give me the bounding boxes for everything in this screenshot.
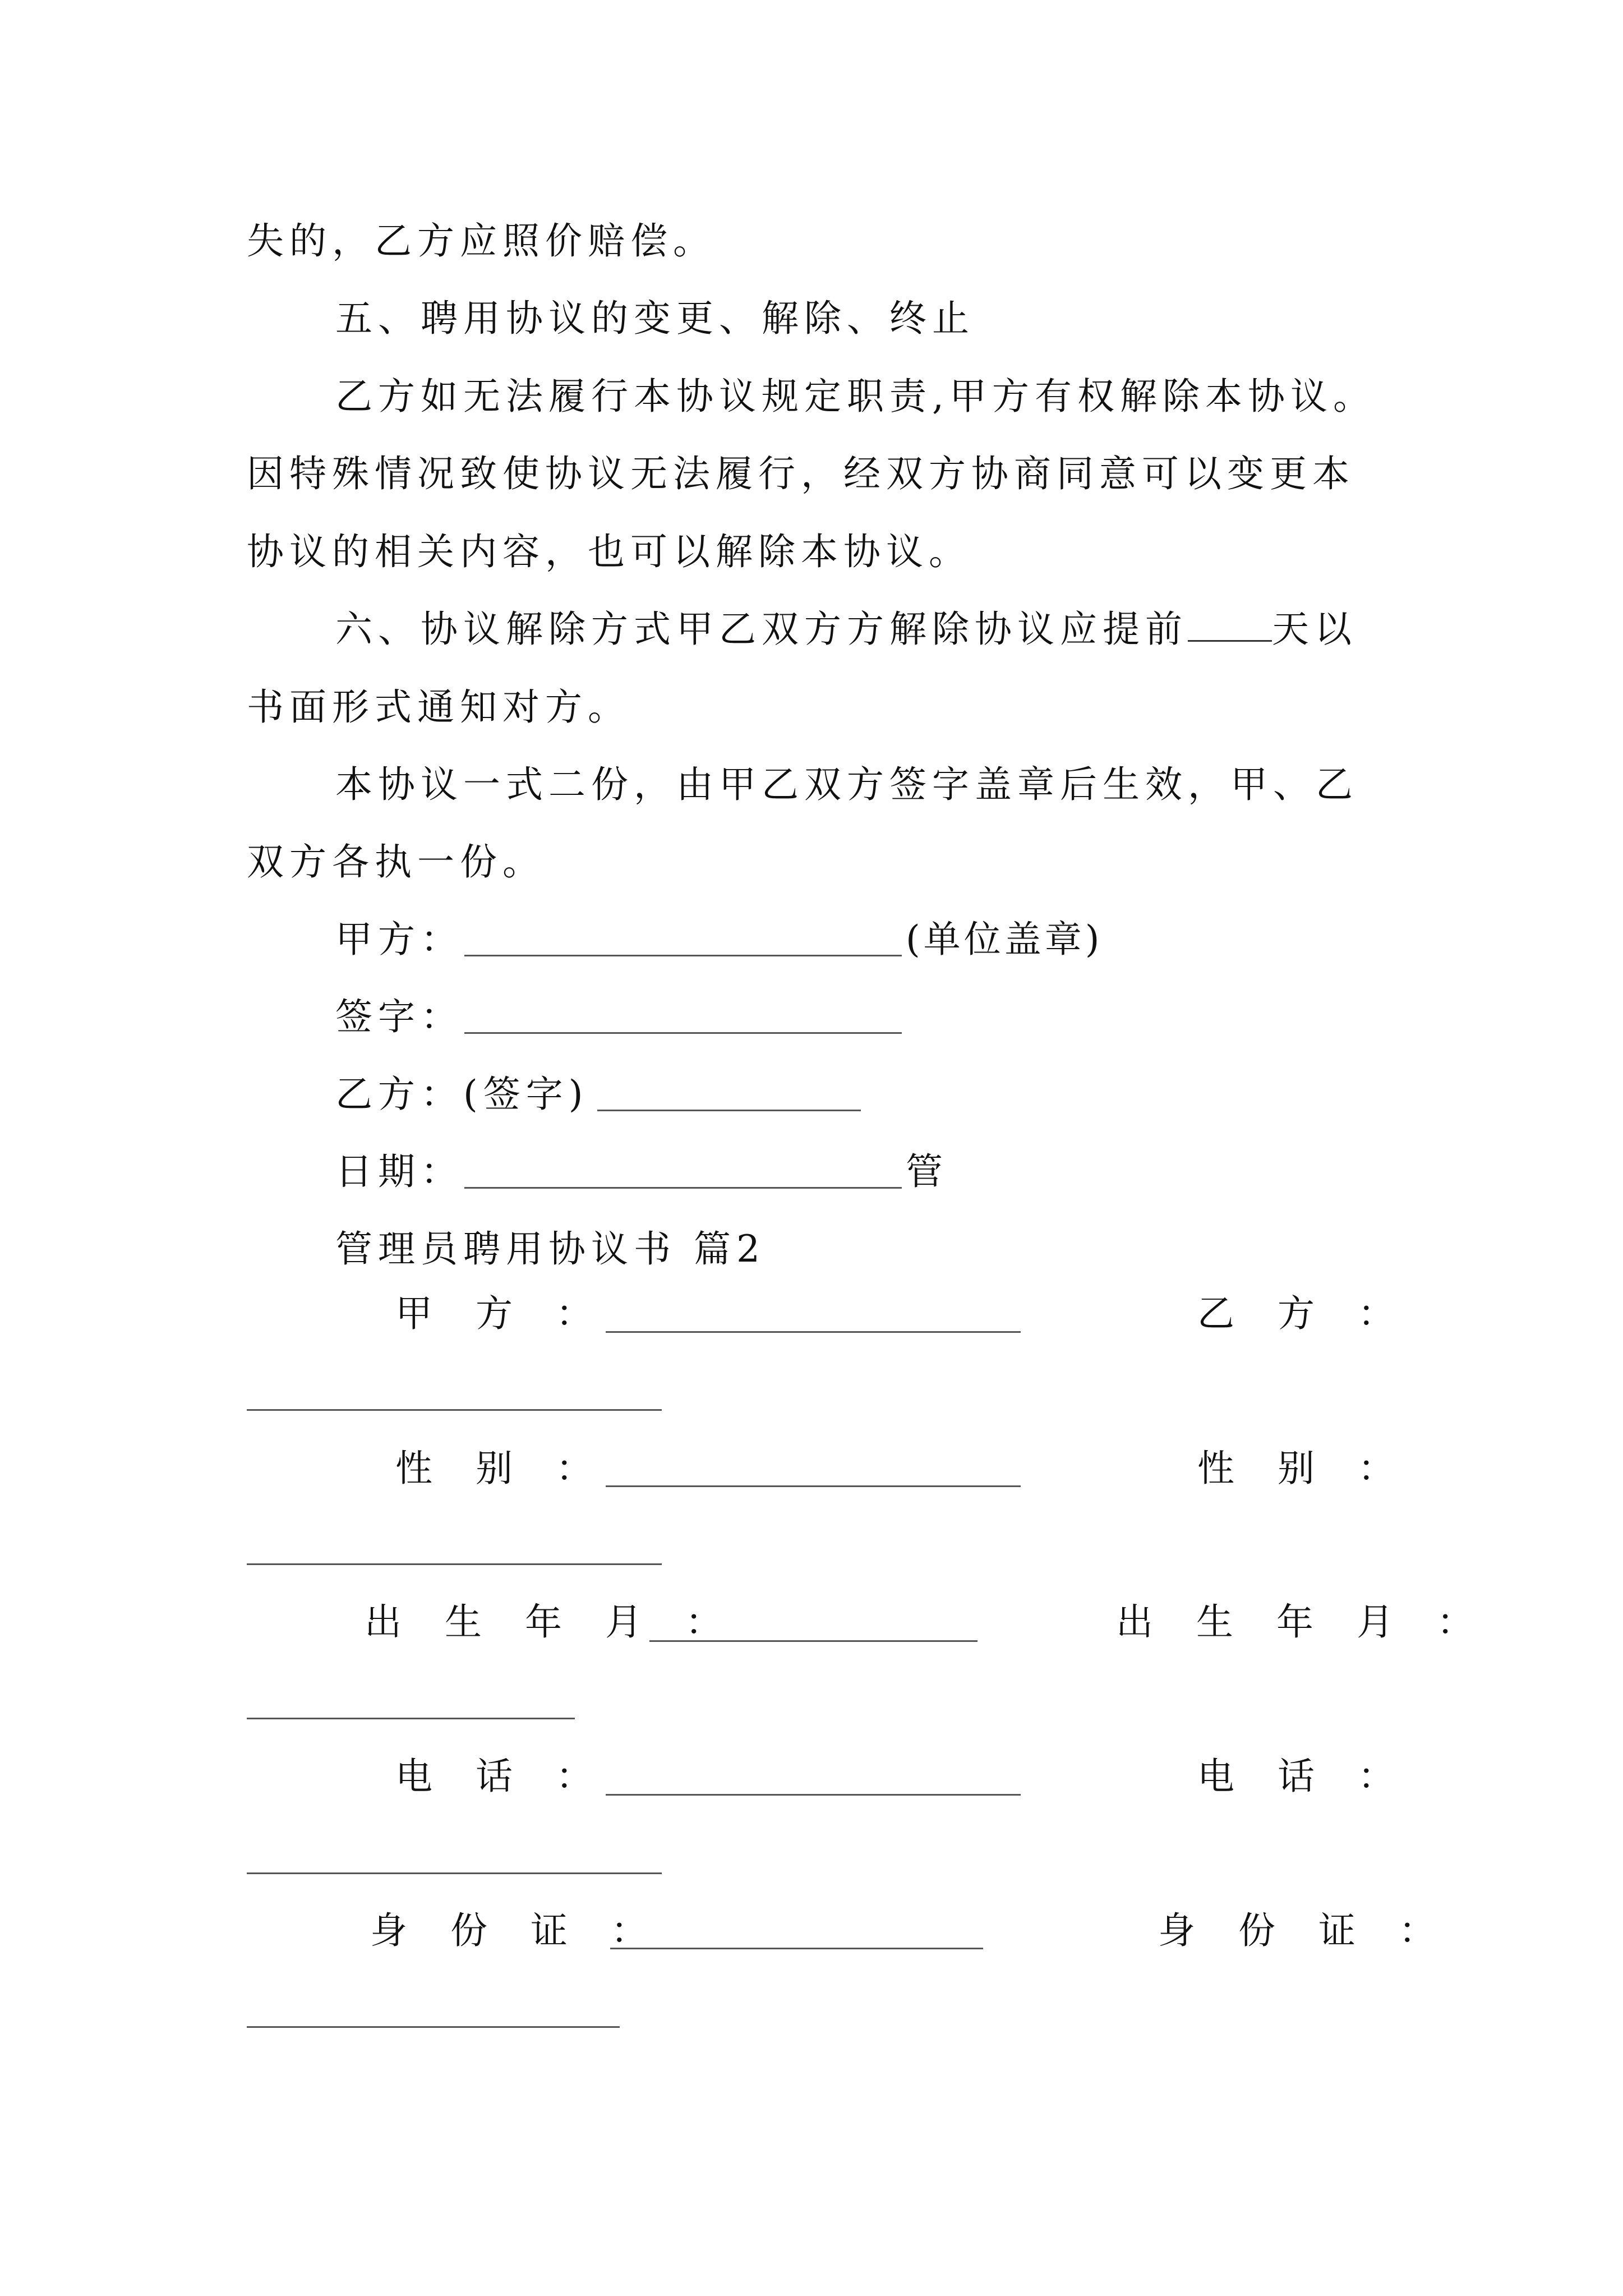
id-a-label: 身 份 证 ：	[370, 1909, 663, 1952]
phone-a-line[interactable]	[606, 1794, 1021, 1796]
section2-title: 管理员聘用协议书 篇2	[335, 1227, 766, 1271]
birth-a-line[interactable]	[649, 1640, 978, 1642]
party-b-signature-line[interactable]	[597, 1110, 861, 1111]
paragraph-copies-line1: 本协议一式二份，由甲乙双方签字盖章后生效，甲、乙	[335, 763, 1358, 806]
paragraph-termination-line1: 乙方如无法履行本协议规定职责,甲方有权解除本协议。	[335, 375, 1376, 418]
paragraph-termination-line3: 协议的相关内容，也可以解除本协议。	[247, 530, 971, 573]
id-a-line[interactable]	[610, 1948, 983, 1949]
party-b-form-label: 乙 方 ：	[1197, 1292, 1410, 1335]
phone-a-label: 电 话 ：	[395, 1755, 608, 1798]
sign-label: 签字：	[335, 995, 463, 1038]
phone-b-line[interactable]	[247, 1872, 662, 1874]
phone-b-label: 电 话 ：	[1197, 1755, 1410, 1798]
birth-a-label: 出 生 年 月 ：	[365, 1600, 738, 1644]
party-a-form-label: 甲 方 ：	[395, 1292, 608, 1335]
paragraph-notice-line1	[335, 604, 1357, 655]
sign-line[interactable]	[464, 1032, 902, 1034]
party-a-form-line[interactable]	[606, 1331, 1021, 1333]
paragraph-termination-line2: 因特殊情况致使协议无法履行，经双方协商同意可以变更本	[247, 452, 1355, 495]
party-a-label: 甲方：	[335, 918, 463, 961]
id-b-label: 身 份 证 ：	[1158, 1909, 1451, 1952]
date-line[interactable]	[464, 1187, 902, 1189]
gender-a-line[interactable]	[606, 1485, 1021, 1487]
notice-text-after-blank: 天以	[1272, 608, 1357, 651]
birth-b-label: 出 生 年 月 ：	[1116, 1600, 1490, 1644]
notice-days-blank[interactable]	[1188, 605, 1272, 642]
id-b-line[interactable]	[247, 2026, 620, 2028]
date-suffix-text: 管	[906, 1150, 946, 1193]
party-a-signature-line[interactable]	[464, 955, 902, 956]
notice-text-before-blank: 六、协议解除方式甲乙双方方解除协议应提前	[335, 608, 1188, 651]
party-b-label: 乙方：(签字)	[335, 1073, 589, 1116]
party-b-form-line[interactable]	[247, 1409, 662, 1411]
gender-b-label: 性 别 ：	[1197, 1447, 1410, 1490]
gender-a-label: 性 别 ：	[395, 1447, 608, 1490]
paragraph-copies-line2: 双方各执一份。	[247, 840, 545, 884]
paragraph-notice-line2: 书面形式通知对方。	[247, 685, 630, 729]
party-a-seal-note: (单位盖章)	[906, 918, 1103, 961]
birth-b-line[interactable]	[247, 1718, 575, 1719]
gender-b-line[interactable]	[247, 1563, 662, 1565]
date-label: 日期：	[335, 1150, 463, 1193]
paragraph-compensation: 失的，乙方应照价赔偿。	[247, 219, 716, 263]
section-heading-change-termination: 五、聘用协议的变更、解除、终止	[335, 297, 975, 340]
